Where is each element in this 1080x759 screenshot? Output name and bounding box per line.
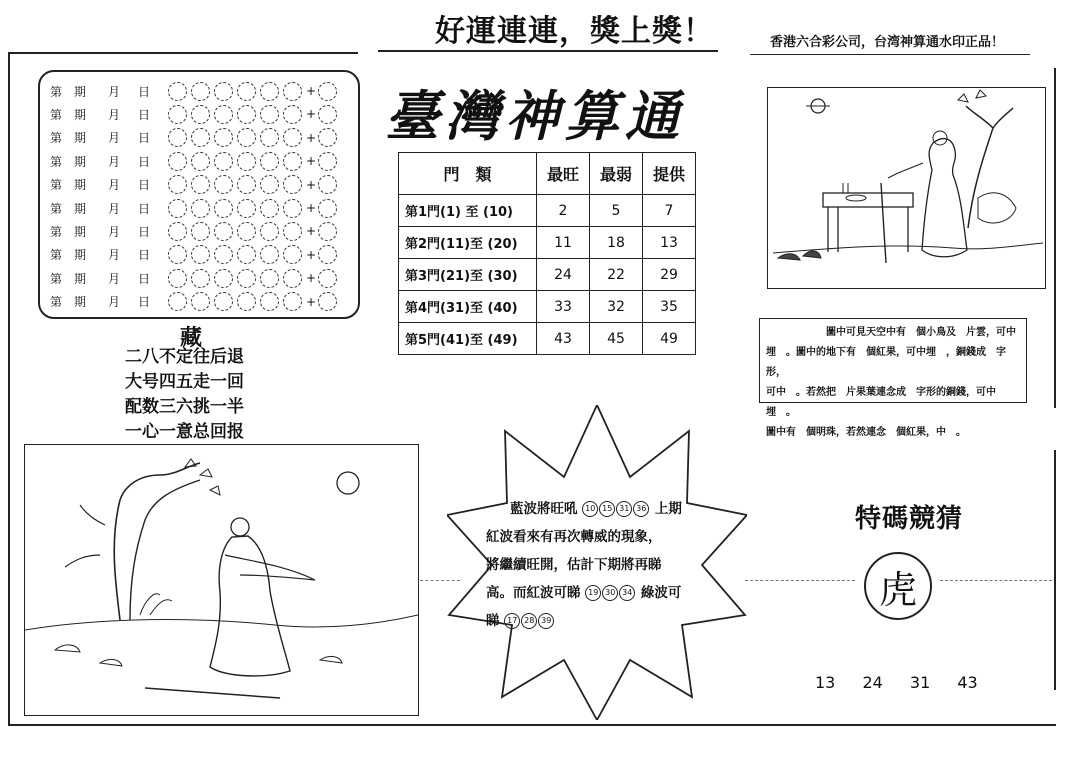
plus-sign: + <box>306 107 317 122</box>
plus-sign: + <box>306 177 317 192</box>
star-line-4 <box>486 579 726 607</box>
grid-row <box>50 197 341 219</box>
scholar-drawing <box>768 88 1045 288</box>
number-slot-circle <box>260 199 279 218</box>
zodiac-circle <box>864 552 932 620</box>
scholar-illustration <box>767 87 1046 289</box>
star-line-1a: 藍波將旺吼 <box>510 501 578 517</box>
outer-frame-right-upper <box>1054 68 1056 408</box>
plus-sign: + <box>306 294 317 309</box>
number-slot-circle <box>168 269 187 288</box>
poem-line: 配数三六挑一半 <box>125 397 244 417</box>
special-number: 13 <box>815 673 836 692</box>
plus-sign: + <box>306 130 317 145</box>
zodiac-animal: 虎 <box>878 567 917 612</box>
door-cell: 第1門(1) 至 (10) <box>399 195 537 227</box>
max-cell: 33 <box>537 291 590 323</box>
number-slot-circle <box>260 175 279 194</box>
number-slot-circle <box>237 199 256 218</box>
day-label: 日 <box>138 131 151 146</box>
company-line: 香港六合彩公司，台湾神算通水印正品！ <box>770 35 1005 50</box>
riddle-box <box>759 318 1027 438</box>
table-row <box>399 259 696 291</box>
grid-row <box>50 150 341 172</box>
outer-frame-bottom <box>8 724 1056 726</box>
special-number: 24 <box>862 673 883 692</box>
dashed-separator <box>745 580 855 581</box>
period-prefix: 第 <box>50 201 63 216</box>
number-slot-circle <box>168 128 187 147</box>
number-slot-circle <box>191 128 210 147</box>
outer-frame-top-left <box>8 52 358 54</box>
period-label: 期 <box>74 224 87 239</box>
number-slot-circle <box>214 82 233 101</box>
period-label: 期 <box>74 107 87 122</box>
period-label: 期 <box>74 154 87 169</box>
number-slot-circle <box>191 245 210 264</box>
sage-drawing <box>25 445 418 715</box>
number-slot-circle <box>237 128 256 147</box>
slogan-underline <box>378 50 718 52</box>
period-prefix: 第 <box>50 224 63 239</box>
table-row <box>399 195 696 227</box>
number-slot-circle <box>237 245 256 264</box>
min-cell: 5 <box>590 195 643 227</box>
period-prefix: 第 <box>50 248 63 263</box>
number-slot-circle <box>191 199 210 218</box>
plus-sign: + <box>306 154 317 169</box>
period-prefix: 第 <box>50 107 63 122</box>
plus-sign: + <box>306 84 317 98</box>
month-label: 月 <box>108 131 121 146</box>
number-slot-circle <box>168 199 187 218</box>
month-label: 月 <box>108 178 121 193</box>
star-line-4a: 高。而紅波可睇 <box>486 585 581 601</box>
grid-row <box>50 291 341 313</box>
period-label: 期 <box>74 295 87 310</box>
max-cell: 24 <box>537 259 590 291</box>
grid-row <box>50 220 341 242</box>
special-slot-circle <box>318 245 337 264</box>
number-slot-circle <box>283 292 302 311</box>
number-slot-circle <box>214 269 233 288</box>
day-label: 日 <box>138 295 151 310</box>
number-ball: 28 <box>521 613 537 629</box>
grid-row <box>50 127 341 149</box>
plus-sign: + <box>306 201 317 215</box>
special-number: 31 <box>909 673 931 692</box>
number-slot-circle <box>260 222 279 241</box>
number-slot-circle <box>168 82 187 101</box>
give-cell: 13 <box>643 227 696 259</box>
poem-line: 一心一意总回报 <box>125 422 244 442</box>
number-slot-circle <box>260 245 279 264</box>
special-slot-circle <box>318 152 337 171</box>
slogan: 好運連連，獎上獎！ <box>435 14 714 49</box>
give-cell: 35 <box>643 291 696 323</box>
special-slot-circle <box>318 199 337 218</box>
number-ball: 19 <box>585 585 601 601</box>
number-ball: 10 <box>582 501 598 517</box>
riddle-line: 可中 。若然把 片果葉連念成 字形的銅錢，可中埋 。 <box>766 387 996 418</box>
number-slot-circle <box>168 152 187 171</box>
number-slot-circle <box>260 269 279 288</box>
month-label: 月 <box>108 107 121 122</box>
number-slot-circle <box>191 152 210 171</box>
grid-row <box>50 174 341 196</box>
number-slot-circle <box>237 292 256 311</box>
star-line-4b: 綠波可 <box>640 585 682 601</box>
dashed-separator <box>940 580 1052 581</box>
plus-sign: + <box>306 271 317 286</box>
star-line-2: 紅波看來有再次轉威的現象， <box>486 529 662 545</box>
number-ball: 34 <box>619 585 635 601</box>
number-slot-circle <box>283 105 302 124</box>
period-prefix: 第 <box>50 131 63 146</box>
number-slot-circle <box>237 152 256 171</box>
day-label: 日 <box>138 107 151 122</box>
riddle-line: 圖中有 個明珠，若然連念 個紅果，中 。 <box>766 427 966 438</box>
number-slot-circle <box>191 292 210 311</box>
number-slot-circle <box>191 175 210 194</box>
door-cell: 第5門(41)至 (49) <box>399 323 537 355</box>
number-slot-circle <box>283 222 302 241</box>
max-cell: 43 <box>537 323 590 355</box>
day-label: 日 <box>138 84 151 99</box>
period-prefix: 第 <box>50 271 63 286</box>
plus-sign: + <box>306 224 317 239</box>
min-cell: 18 <box>590 227 643 259</box>
period-prefix: 第 <box>50 295 63 310</box>
number-slot-circle <box>237 269 256 288</box>
special-slot-circle <box>318 292 337 311</box>
number-slot-circle <box>214 222 233 241</box>
month-label: 月 <box>108 84 121 99</box>
poem <box>125 345 244 445</box>
header-door: 門 類 <box>399 153 537 195</box>
max-cell: 11 <box>537 227 590 259</box>
door-table <box>398 152 696 355</box>
period-label: 期 <box>74 131 87 146</box>
number-slot-circle <box>214 128 233 147</box>
number-ball: 39 <box>538 613 554 629</box>
number-slot-circle <box>214 245 233 264</box>
number-slot-circle <box>214 175 233 194</box>
grid-row <box>50 267 341 289</box>
special-guess-title: 特碼競猜 <box>855 504 964 534</box>
door-cell: 第4門(31)至 (40) <box>399 291 537 323</box>
grid-row <box>50 244 341 266</box>
number-ball: 17 <box>504 613 520 629</box>
give-cell: 29 <box>643 259 696 291</box>
special-slot-circle <box>318 82 337 101</box>
table-row <box>399 323 696 355</box>
period-label: 期 <box>74 178 87 193</box>
day-label: 日 <box>138 271 151 286</box>
number-ball: 15 <box>599 501 615 517</box>
special-number: 43 <box>957 673 978 692</box>
header-give: 提供 <box>643 153 696 195</box>
number-slot-circle <box>191 82 210 101</box>
number-ball: 36 <box>633 501 649 517</box>
number-slot-circle <box>237 105 256 124</box>
number-slot-circle <box>283 82 302 101</box>
min-cell: 22 <box>590 259 643 291</box>
main-title: 臺灣神算通 <box>385 84 685 148</box>
give-cell: 49 <box>643 323 696 355</box>
draw-record-grid <box>38 70 360 319</box>
number-slot-circle <box>191 105 210 124</box>
star-line-1 <box>486 495 726 523</box>
month-label: 月 <box>108 295 121 310</box>
riddle-line: 埋 。圖中的地下有 個紅果，可中埋 ，銅錢成 字形， <box>766 347 1006 378</box>
number-slot-circle <box>283 152 302 171</box>
period-label: 期 <box>74 271 87 286</box>
month-label: 月 <box>108 271 121 286</box>
give-cell: 7 <box>643 195 696 227</box>
table-row <box>399 291 696 323</box>
table-row <box>399 227 696 259</box>
star-line-5a: 睇 <box>486 613 500 629</box>
number-ball: 30 <box>602 585 618 601</box>
number-slot-circle <box>168 175 187 194</box>
day-label: 日 <box>138 178 151 193</box>
number-slot-circle <box>191 269 210 288</box>
poem-line: 二八不定往后退 <box>125 347 244 367</box>
number-slot-circle <box>260 82 279 101</box>
month-label: 月 <box>108 224 121 239</box>
number-slot-circle <box>260 128 279 147</box>
header-min: 最弱 <box>590 153 643 195</box>
min-cell: 32 <box>590 291 643 323</box>
number-slot-circle <box>283 128 302 147</box>
number-slot-circle <box>214 199 233 218</box>
number-slot-circle <box>237 175 256 194</box>
number-slot-circle <box>237 222 256 241</box>
number-slot-circle <box>237 82 256 101</box>
number-slot-circle <box>214 152 233 171</box>
poem-line: 大号四五走一回 <box>125 372 244 392</box>
number-slot-circle <box>283 269 302 288</box>
number-slot-circle <box>260 292 279 311</box>
special-slot-circle <box>318 105 337 124</box>
star-line-3: 將繼續旺開，估計下期將再睇 <box>486 557 662 573</box>
special-numbers <box>815 673 978 692</box>
period-label: 期 <box>74 248 87 263</box>
number-slot-circle <box>283 175 302 194</box>
riddle-line: 圖中可見天空中有 個小鳥及 片雲，可中 <box>826 327 1016 338</box>
special-slot-circle <box>318 175 337 194</box>
number-slot-circle <box>191 222 210 241</box>
special-slot-circle <box>318 128 337 147</box>
day-label: 日 <box>138 248 151 263</box>
day-label: 日 <box>138 154 151 169</box>
door-cell: 第2門(11)至 (20) <box>399 227 537 259</box>
number-slot-circle <box>168 292 187 311</box>
header-max: 最旺 <box>537 153 590 195</box>
number-slot-circle <box>214 292 233 311</box>
star-line-1b: 上期 <box>654 501 682 517</box>
month-label: 月 <box>108 201 121 216</box>
sage-illustration <box>24 444 419 716</box>
number-slot-circle <box>168 105 187 124</box>
period-label: 期 <box>74 201 87 216</box>
outer-frame-left <box>8 52 10 724</box>
plus-sign: + <box>306 247 317 262</box>
period-prefix: 第 <box>50 84 63 99</box>
starburst-text <box>486 495 726 635</box>
month-label: 月 <box>108 248 121 263</box>
number-slot-circle <box>168 222 187 241</box>
number-slot-circle <box>283 245 302 264</box>
poem-title: 藏 <box>180 326 203 351</box>
day-label: 日 <box>138 201 151 216</box>
period-prefix: 第 <box>50 178 63 193</box>
dashed-separator <box>420 580 460 581</box>
grid-row <box>50 80 341 102</box>
door-cell: 第3門(21)至 (30) <box>399 259 537 291</box>
number-slot-circle <box>168 245 187 264</box>
outer-frame-right-lower <box>1054 450 1056 690</box>
period-label: 期 <box>74 84 87 99</box>
number-slot-circle <box>260 105 279 124</box>
month-label: 月 <box>108 154 121 169</box>
grid-row <box>50 103 341 125</box>
star-line-5 <box>486 607 726 635</box>
special-slot-circle <box>318 269 337 288</box>
period-prefix: 第 <box>50 154 63 169</box>
number-slot-circle <box>260 152 279 171</box>
min-cell: 45 <box>590 323 643 355</box>
max-cell: 2 <box>537 195 590 227</box>
special-slot-circle <box>318 222 337 241</box>
number-ball: 31 <box>616 501 632 517</box>
number-slot-circle <box>214 105 233 124</box>
number-slot-circle <box>283 199 302 218</box>
company-underline <box>750 54 1030 55</box>
day-label: 日 <box>138 224 151 239</box>
